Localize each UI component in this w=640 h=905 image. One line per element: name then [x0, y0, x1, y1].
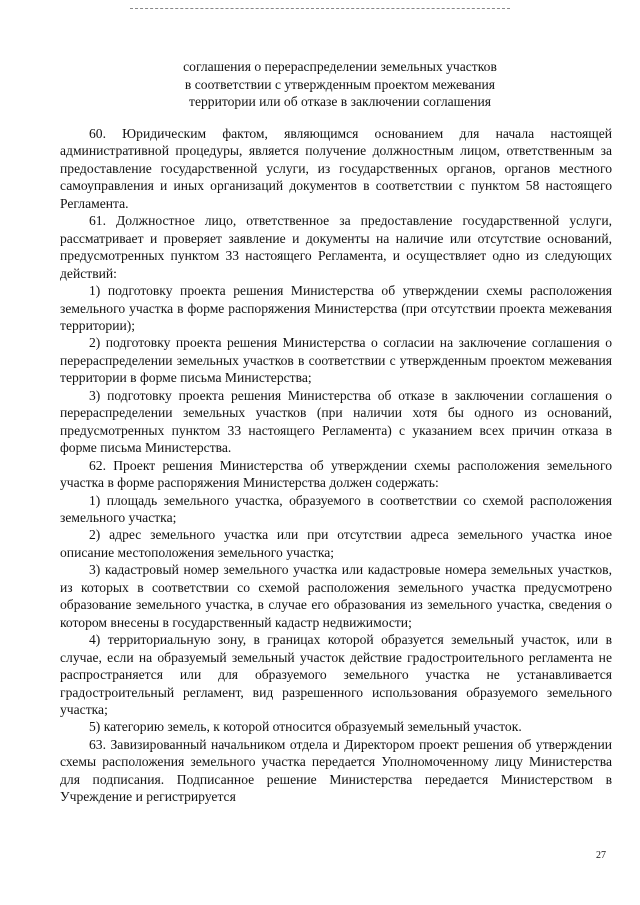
paragraph-61: 61. Должностное лицо, ответственное за предоставление государственной услуги, рассматривает и проверяет заявление и документы на наличие или отсутствие оснований, предусмотренных пунктом 33 настоящего Регламента, и осуществляет одно из следующих действий: — [60, 213, 612, 281]
paragraph-62-item-3: 3) кадастровый номер земельного участка или кадастровые номера земельных участков, из которых в соответствии со схемой расположения земельного участка предусмотрено образование земельного участка, в случае его образования из земельного участка, сведения о котором внесены в государственный кадастр недвижимости; — [60, 562, 612, 630]
paragraph-62-item-4: 4) территориальную зону, в границах которой образуется земельный участок, или в случае, если на образуемый земельный участок действие градостроительного регламента не распространяется или для образуемого земельного участка не устанавливается градостроительный регламент, вид разрешенного использования образуемого земельного участка; — [60, 632, 612, 717]
document-body — [60, 125, 612, 806]
paragraph-61-item-2: 2) подготовку проекта решения Министерства о согласии на заключение соглашения о перераспределении земельных участков в соответствии с утвержденным проектом межевания территории в форме письма Министерства; — [60, 335, 612, 386]
heading-line: территории или об отказе в заключении соглашения — [189, 94, 491, 109]
paragraph-60: 60. Юридическим фактом, являющимся основанием для начала настоящей административной процедуры, является получение должностным лицом, ответственным за предоставление государственной услуги, из государственных органов, органов местного самоуправления и иных организаций документов в соответствии с пунктом 58 настоящего Регламента. — [60, 126, 612, 211]
heading-line: в соответствии с утвержденным проектом межевания — [184, 76, 496, 92]
heading-line: соглашения о перераспределении земельных участков — [183, 59, 497, 74]
scan-top-rule — [130, 8, 510, 10]
section-heading — [60, 58, 620, 111]
paragraph-63: 63. Завизированный начальником отдела и Директором проект решения об утверждении схемы расположения земельного участка передается Уполномоченному лицу Министерства для подписания. Подписанное решение Министерства передается Министерством в Учреждение и регистрируется — [60, 736, 612, 805]
paragraph-62-item-5: 5) категорию земель, к которой относится образуемый земельный участок. — [89, 719, 522, 735]
paragraph-61-item-3: 3) подготовку проекта решения Министерства об отказе в заключении соглашения о перераспределении земельных участков (при наличии хотя бы одного из оснований, предусмотренных пунктом 33 настоящего Регламента) с указанием всех причин отказа в форме письма Министерства. — [60, 387, 612, 456]
paragraph-62: 62. Проект решения Министерства об утверждении схемы расположения земельного участка в форме распоряжения Министерства должен содержать: — [60, 457, 612, 491]
paragraph-61-item-1: 1) подготовку проекта решения Министерства об утверждении схемы расположения земельного участка в форме распоряжения Министерства (при отсутствии проекта межевания территории); — [60, 283, 612, 333]
page-number: 27 — [596, 850, 606, 861]
paragraph-62-item-1: 1) площадь земельного участка, образуемого в соответствии со схемой расположения земельного участка; — [60, 492, 612, 525]
paragraph-62-item-2: 2) адрес земельного участка или при отсутствии адреса земельного участка иное описание местоположения земельного участка; — [60, 527, 612, 560]
